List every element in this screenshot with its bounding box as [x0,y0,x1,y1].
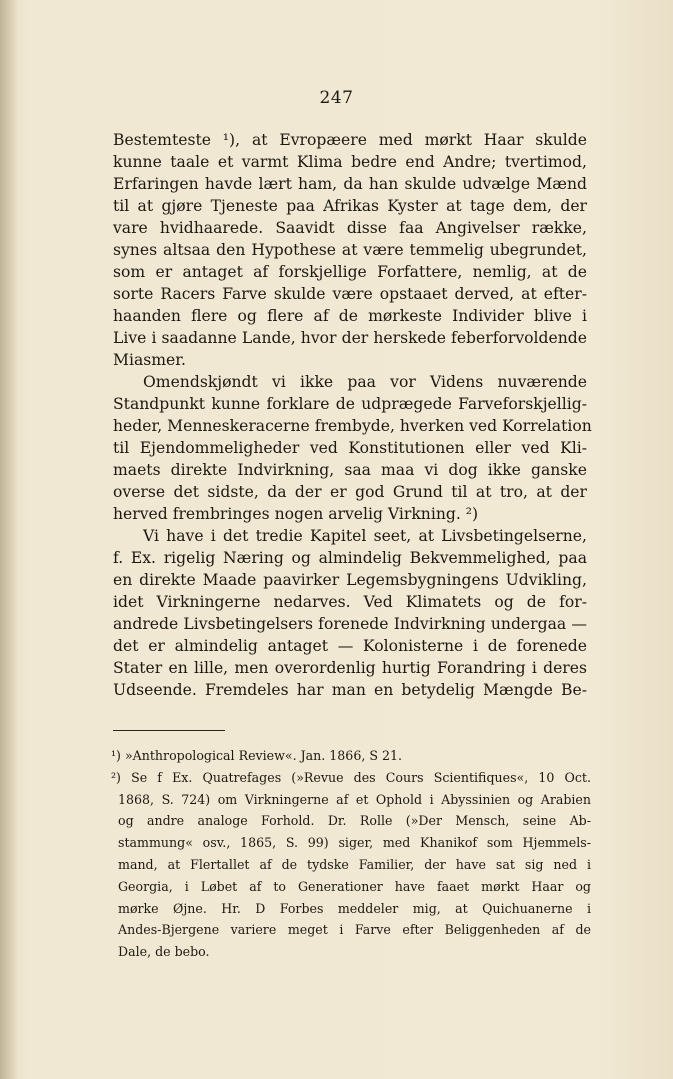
body-line: heder, Menneskeracerne frembyde, hverken ved Korrelation [113,417,592,435]
body-line: Standpunkt kunne forklare de udprægede Farveforskjellig- [113,395,587,413]
page-number: 247 [319,88,354,108]
footnote-line: mørke Øjne. Hr. D Forbes meddeler mig, at Quichuanerne i [118,900,591,916]
body-line: Omendskjøndt vi ikke paa vor Videns nuværende [143,373,587,391]
body-line: overse det sidste, da der er god Grund til at tro, at der [113,483,587,501]
footnote-line: stammung« osv., 1865, S. 99) siger, med Khanikof som Hjemmels- [118,835,591,851]
footnotes [113,745,591,963]
body-line: haanden flere og flere af de mørkeste Individer blive i [113,307,587,325]
body-line: andrede Livsbetingelsers forenede Indvirkning undergaa — [113,615,587,633]
body-line: Miasmer. [113,351,186,369]
body-line: Erfaringen havde lært ham, da han skulde udvælge Mænd [113,175,587,193]
body-line: som er antaget af forskjellige Forfattere, nemlig, at de [113,263,587,281]
body-line: synes altsaa den Hypothese at være temmelig ubegrundet, [113,241,587,259]
spine-shadow [0,0,18,1079]
footnote-line: Andes-Bjergene variere meget i Farve efter Beliggenheden af de [118,922,591,938]
body-line: vare hvidhaarede. Saavidt disse faa Angivelser række, [113,219,587,237]
body-line: maets direkte Indvirkning, saa maa vi dog ikke ganske [113,461,587,479]
body-line: Vi have i det tredie Kapitel seet, at Livsbetingelserne, [143,527,587,545]
body-line: f. Ex. rigelig Næring og almindelig Bekvemmelighed, paa [113,549,587,567]
body-line: Bestemteste ¹), at Evropæere med mørkt Haar skulde [113,131,587,149]
body-line: Udseende. Fremdeles har man en betydelig Mængde Be- [113,681,587,699]
footnote-line: Dale, de bebo. [118,944,210,960]
body-line: Live i saadanne Lande, hvor der herskede feberforvoldende [113,329,587,347]
footnote-line: ²) Se f Ex. Quatrefages (»Revue des Cours Scientifiques«, 10 Oct. [111,769,591,785]
body-line: kunne taale et varmt Klima bedre end Andre; tvertimod, [113,153,587,171]
body-line: Stater en lille, men overordenlig hurtig Forandring i deres [113,659,587,677]
footnote-rule [113,730,225,731]
footnote-line: 1868, S. 724) om Virkningerne af et Ophold i Abyssinien og Arabien [118,791,591,807]
body-line: sorte Racers Farve skulde være opstaaet derved, at efter- [113,285,587,303]
body-line: herved frembringes nogen arvelig Virkning. ²) [113,505,479,523]
body-line: en direkte Maade paavirker Legemsbygningens Udvikling, [113,571,587,589]
footnote-line: Georgia, i Løbet af to Generationer have faaet mørkt Haar og [118,878,591,894]
body-line: det er almindelig antaget — Kolonisterne i de forenede [113,637,587,655]
footnote-line: og andre analoge Forhold. Dr. Rolle (»Der Mensch, seine Ab- [118,813,591,829]
body-text [113,129,592,701]
body-line: til at gjøre Tjeneste paa Afrikas Kyster at tage dem, der [113,197,587,215]
body-line: idet Virkningerne nedarves. Ved Klimatets og de for- [113,593,587,611]
footnote-line: ¹) »Anthropological Review«. Jan. 1866, S 21. [111,748,402,763]
body-line: til Ejendommeligheder ved Konstitutionen eller ved Kli- [113,439,587,457]
footnote-line: mand, at Flertallet af de tydske Familier, der have sat sig ned i [118,856,591,872]
